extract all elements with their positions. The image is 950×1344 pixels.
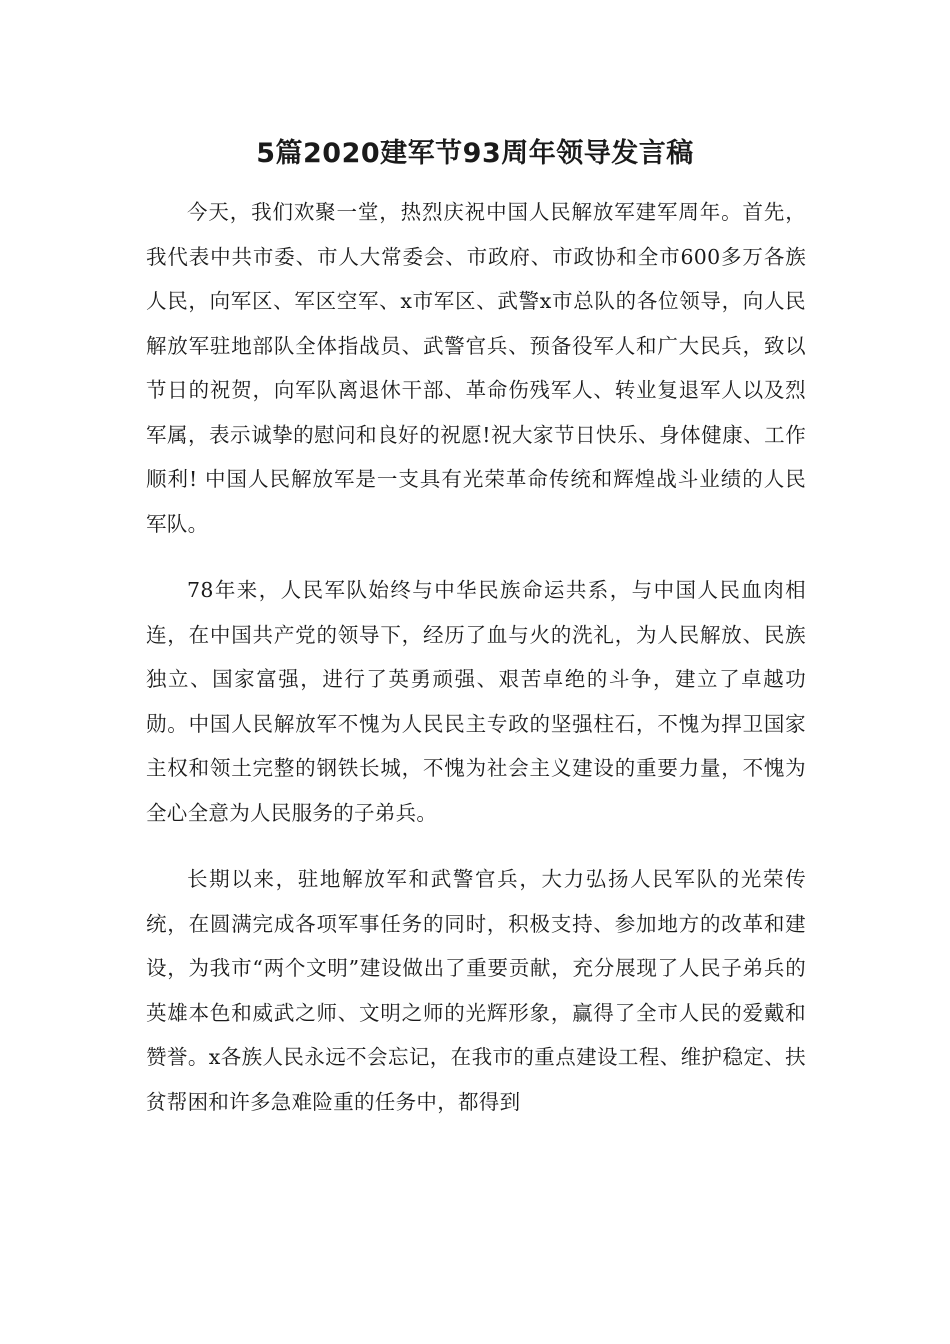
paragraph-2: 78年来，人民军队始终与中华民族命运共系，与中国人民血肉相连，在中国共产党的领导下，经历了血与火的洗礼，为人民解放、民族独立、国家富强，进行了英勇顽强、艰苦卓绝的斗争，建立了卓越功勋。中国人民解放军不愧为人民民主专政的坚强柱石，不愧为捍卫国家主权和领土完整的钢铁长城，不愧为社会主义建设的重要力量，不愧为全心全意为人民服务的子弟兵。	[146, 578, 806, 825]
document-body	[146, 190, 806, 1146]
document-title: 5篇2020建军节93周年领导发言稿	[256, 138, 694, 169]
paragraph-1: 今天，我们欢聚一堂，热烈庆祝中国人民解放军建军周年。首先，我代表中共市委、市人大常委会、市政府、市政协和全市600多万各族人民，向军区、军区空军、x市军区、武警x市总队的各位领导，向人民解放军驻地部队全体指战员、武警官兵、预备役军人和广大民兵，致以节日的祝贺，向军队离退休干部、革命伤残军人、转业复退军人以及烈军属，表示诚挚的慰问和良好的祝愿!祝大家节日快乐、身体健康、工作顺利! 中国人民解放军是一支具有光荣革命传统和辉煌战斗业绩的人民军队。	[146, 200, 806, 536]
paragraph-3: 长期以来，驻地解放军和武警官兵，大力弘扬人民军队的光荣传统，在圆满完成各项军事任务的同时，积极支持、参加地方的改革和建设，为我市“两个文明”建设做出了重要贡献，充分展现了人民子弟兵的英雄本色和威武之师、文明之师的光辉形象，赢得了全市人民的爱戴和赞誉。x各族人民永远不会忘记，在我市的重点建设工程、维护稳定、扶贫帮困和许多急难险重的任务中，都得到	[146, 867, 806, 1114]
